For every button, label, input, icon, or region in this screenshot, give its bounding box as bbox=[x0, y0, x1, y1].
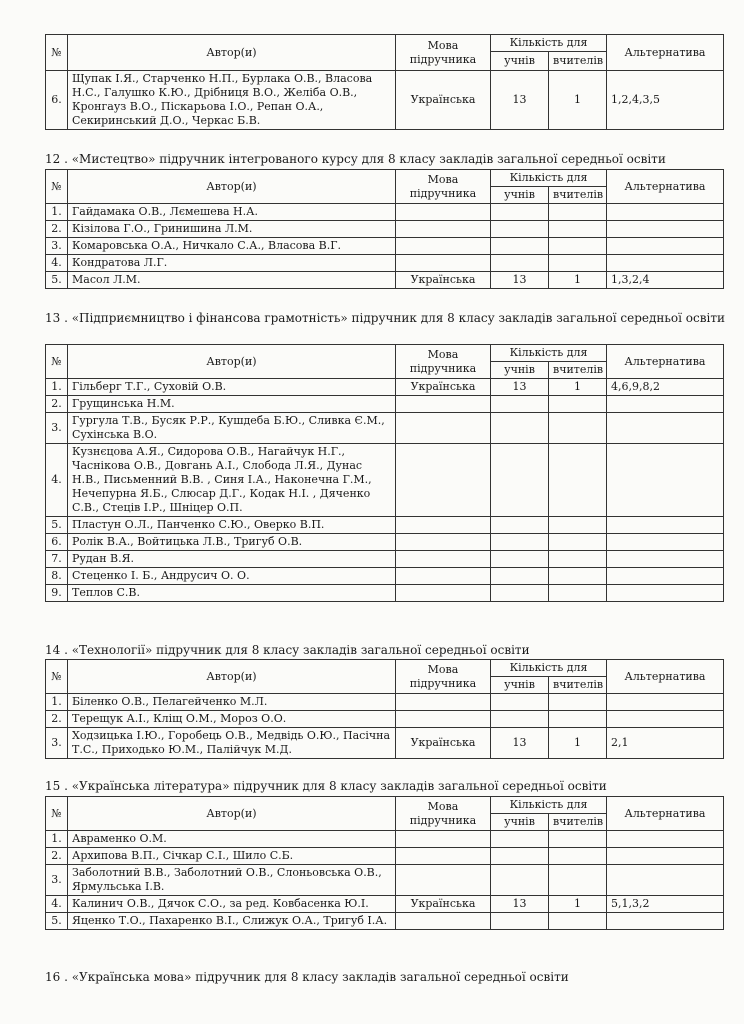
row-number: 2. bbox=[46, 848, 68, 865]
row-teachers-count: 1 bbox=[549, 272, 607, 289]
header-num: № bbox=[46, 35, 68, 71]
row-number: 5. bbox=[46, 913, 68, 930]
row-authors: Яценко Т.О., Пахаренко В.І., Слижук О.А., Тригуб І.А. bbox=[68, 913, 396, 930]
table-row bbox=[46, 413, 724, 444]
row-authors: Кізілова Г.О., Гринишина Л.М. bbox=[68, 221, 396, 238]
row-authors: Комаровська О.А., Ничкало С.А., Власова В.Г. bbox=[68, 238, 396, 255]
row-number: 2. bbox=[46, 711, 68, 728]
row-teachers-count: 1 bbox=[549, 728, 607, 759]
row-teachers-count: 1 bbox=[549, 71, 607, 130]
header-num: № bbox=[46, 170, 68, 204]
row-alternative: 1,3,2,4 bbox=[607, 272, 724, 289]
header-teachers: вчителів bbox=[549, 362, 607, 379]
row-teachers-count: 1 bbox=[549, 379, 607, 396]
row-number: 1. bbox=[46, 379, 68, 396]
row-alternative: 1,2,4,3,5 bbox=[607, 71, 724, 130]
header-qty: Кількість для bbox=[491, 797, 607, 814]
header-num: № bbox=[46, 660, 68, 694]
row-language bbox=[396, 848, 491, 865]
row-alternative bbox=[607, 255, 724, 272]
table-row bbox=[46, 517, 724, 534]
row-authors: Кузнєцова А.Я., Сидорова О.В., Нагайчук Н.Г., Часнікова О.В., Довгань А.І., Слобода Л.Я., Дунас Н.В., Письменний В.В. , Синя І.А., Наконечна Г.М., Нечепурна Я.Б., Слюсар Д.Г., Кодак Н.І. , Дяченко С.В., Стеців І.Р., Шніцер О.П. bbox=[68, 444, 396, 517]
row-alternative bbox=[607, 444, 724, 517]
row-authors: Стеценко І. Б., Андрусич О. О. bbox=[68, 568, 396, 585]
row-teachers-count bbox=[549, 568, 607, 585]
row-students-count bbox=[491, 204, 549, 221]
row-students-count bbox=[491, 444, 549, 517]
row-alternative bbox=[607, 221, 724, 238]
row-students-count bbox=[491, 711, 549, 728]
row-students-count bbox=[491, 238, 549, 255]
header-alt: Альтернатива bbox=[607, 797, 724, 831]
row-alternative bbox=[607, 238, 724, 255]
header-students: учнів bbox=[491, 362, 549, 379]
table-row bbox=[46, 396, 724, 413]
table-row bbox=[46, 831, 724, 848]
section-caption-12: 12 . «Мистецтво» підручник інтегрованого курсу для 8 класу закладів загальної середньої освіти bbox=[45, 152, 666, 166]
table-row bbox=[46, 272, 724, 289]
row-authors: Теплов С.В. bbox=[68, 585, 396, 602]
table-row bbox=[46, 238, 724, 255]
row-language bbox=[396, 551, 491, 568]
row-number: 4. bbox=[46, 255, 68, 272]
header-alt: Альтернатива bbox=[607, 660, 724, 694]
header-author: Автор(и) bbox=[68, 35, 396, 71]
row-teachers-count bbox=[549, 221, 607, 238]
row-alternative: 4,6,9,8,2 bbox=[607, 379, 724, 396]
header-qty: Кількість для bbox=[491, 660, 607, 677]
table-row bbox=[46, 711, 724, 728]
row-number: 7. bbox=[46, 551, 68, 568]
row-authors: Ходзицька І.Ю., Горобець О.В., Медвідь О.Ю., Пасічна Т.С., Приходько Ю.М., Палійчук М.Д. bbox=[68, 728, 396, 759]
row-authors: Грущинська Н.М. bbox=[68, 396, 396, 413]
row-alternative bbox=[607, 413, 724, 444]
row-authors: Архипова В.П., Січкар С.І., Шило С.Б. bbox=[68, 848, 396, 865]
row-students-count bbox=[491, 694, 549, 711]
row-teachers-count bbox=[549, 913, 607, 930]
row-language: Українська bbox=[396, 896, 491, 913]
row-teachers-count bbox=[549, 396, 607, 413]
row-language bbox=[396, 204, 491, 221]
header-author: Автор(и) bbox=[68, 797, 396, 831]
header-students: учнів bbox=[491, 814, 549, 831]
header-alt: Альтернатива bbox=[607, 345, 724, 379]
history-textbook-table bbox=[45, 34, 724, 130]
row-authors: Калинич О.В., Дячок С.О., за ред. Ковбасенка Ю.І. bbox=[68, 896, 396, 913]
row-teachers-count bbox=[549, 517, 607, 534]
row-language bbox=[396, 444, 491, 517]
row-language bbox=[396, 534, 491, 551]
row-number: 3. bbox=[46, 238, 68, 255]
row-teachers-count bbox=[549, 585, 607, 602]
row-students-count bbox=[491, 865, 549, 896]
row-number: 4. bbox=[46, 896, 68, 913]
row-language bbox=[396, 711, 491, 728]
row-students-count bbox=[491, 517, 549, 534]
header-lang: Мова підручника bbox=[396, 797, 491, 831]
row-number: 3. bbox=[46, 413, 68, 444]
row-authors: Авраменко О.М. bbox=[68, 831, 396, 848]
row-language bbox=[396, 238, 491, 255]
section-caption-15: 15 . «Українська література» підручник для 8 класу закладів загальної середньої освіти bbox=[45, 779, 607, 793]
row-authors: Гургула Т.В., Бусяк Р.Р., Кушдеба Б.Ю., Сливка Є.М., Сухінська В.О. bbox=[68, 413, 396, 444]
table-row bbox=[46, 255, 724, 272]
header-qty: Кількість для bbox=[491, 345, 607, 362]
table-row bbox=[46, 848, 724, 865]
row-number: 9. bbox=[46, 585, 68, 602]
header-alt: Альтернатива bbox=[607, 35, 724, 71]
row-language bbox=[396, 221, 491, 238]
table-row bbox=[46, 728, 724, 759]
row-authors: Гайдамака О.В., Лємешева Н.А. bbox=[68, 204, 396, 221]
row-students-count bbox=[491, 585, 549, 602]
header-num: № bbox=[46, 345, 68, 379]
row-authors: Масол Л.М. bbox=[68, 272, 396, 289]
section-caption-13: 13 . «Підприємництво і фінансова грамотність» підручник для 8 класу закладів загальної середньої освіти bbox=[45, 311, 725, 325]
row-students-count bbox=[491, 848, 549, 865]
row-teachers-count bbox=[549, 711, 607, 728]
row-language bbox=[396, 568, 491, 585]
header-num: № bbox=[46, 797, 68, 831]
row-alternative bbox=[607, 848, 724, 865]
row-students-count bbox=[491, 551, 549, 568]
row-authors: Гільберг Т.Г., Суховій О.В. bbox=[68, 379, 396, 396]
row-teachers-count bbox=[549, 534, 607, 551]
row-authors: Заболотний В.В., Заболотний О.В., Слоньовська О.В., Ярмульська І.В. bbox=[68, 865, 396, 896]
technology-textbook-table bbox=[45, 659, 724, 759]
row-alternative bbox=[607, 204, 724, 221]
header-teachers: вчителів bbox=[549, 52, 607, 71]
row-authors: Ролік В.А., Войтицька Л.В., Тригуб О.В. bbox=[68, 534, 396, 551]
table-row bbox=[46, 534, 724, 551]
row-teachers-count bbox=[549, 413, 607, 444]
row-teachers-count bbox=[549, 848, 607, 865]
row-teachers-count bbox=[549, 444, 607, 517]
row-students-count: 13 bbox=[491, 272, 549, 289]
row-authors: Рудан В.Я. bbox=[68, 551, 396, 568]
row-teachers-count bbox=[549, 255, 607, 272]
row-authors: Щупак І.Я., Старченко Н.П., Бурлака О.В., Власова Н.С., Галушко К.Ю., Дрібниця В.О., Желіба О.В., Кронгауз В.О., Піскарьова І.О., Репан О.А., Секиринський Д.О., Черкас Б.В. bbox=[68, 71, 396, 130]
header-lang: Мова підручника bbox=[396, 35, 491, 71]
row-students-count: 13 bbox=[491, 896, 549, 913]
row-number: 3. bbox=[46, 865, 68, 896]
row-number: 6. bbox=[46, 534, 68, 551]
table-row bbox=[46, 204, 724, 221]
row-teachers-count: 1 bbox=[549, 896, 607, 913]
table-row bbox=[46, 71, 724, 130]
row-students-count bbox=[491, 568, 549, 585]
table-row bbox=[46, 865, 724, 896]
header-author: Автор(и) bbox=[68, 170, 396, 204]
row-alternative: 5,1,3,2 bbox=[607, 896, 724, 913]
row-language bbox=[396, 413, 491, 444]
row-language bbox=[396, 585, 491, 602]
header-lang: Мова підручника bbox=[396, 660, 491, 694]
table-row bbox=[46, 379, 724, 396]
header-author: Автор(и) bbox=[68, 660, 396, 694]
row-language: Українська bbox=[396, 379, 491, 396]
row-number: 4. bbox=[46, 444, 68, 517]
table-row bbox=[46, 568, 724, 585]
header-qty: Кількість для bbox=[491, 170, 607, 187]
row-number: 2. bbox=[46, 396, 68, 413]
row-language bbox=[396, 865, 491, 896]
row-alternative bbox=[607, 694, 724, 711]
row-number: 2. bbox=[46, 221, 68, 238]
header-lang: Мова підручника bbox=[396, 170, 491, 204]
row-students-count bbox=[491, 913, 549, 930]
row-students-count bbox=[491, 221, 549, 238]
row-alternative: 2,1 bbox=[607, 728, 724, 759]
row-language bbox=[396, 913, 491, 930]
row-language bbox=[396, 396, 491, 413]
row-alternative bbox=[607, 913, 724, 930]
row-alternative bbox=[607, 568, 724, 585]
entrepreneurship-textbook-table bbox=[45, 344, 724, 602]
header-author: Автор(и) bbox=[68, 345, 396, 379]
row-alternative bbox=[607, 396, 724, 413]
header-qty: Кількість для bbox=[491, 35, 607, 52]
row-students-count: 13 bbox=[491, 71, 549, 130]
header-students: учнів bbox=[491, 677, 549, 694]
table-row bbox=[46, 913, 724, 930]
row-language bbox=[396, 694, 491, 711]
header-students: учнів bbox=[491, 52, 549, 71]
row-teachers-count bbox=[549, 694, 607, 711]
row-language bbox=[396, 831, 491, 848]
row-language bbox=[396, 517, 491, 534]
row-alternative bbox=[607, 711, 724, 728]
header-teachers: вчителів bbox=[549, 814, 607, 831]
table-row bbox=[46, 896, 724, 913]
row-alternative bbox=[607, 517, 724, 534]
row-students-count: 13 bbox=[491, 728, 549, 759]
row-authors: Пластун О.Л., Панченко С.Ю., Оверко В.П. bbox=[68, 517, 396, 534]
row-number: 5. bbox=[46, 517, 68, 534]
row-alternative bbox=[607, 534, 724, 551]
row-teachers-count bbox=[549, 238, 607, 255]
row-teachers-count bbox=[549, 204, 607, 221]
row-alternative bbox=[607, 831, 724, 848]
header-alt: Альтернатива bbox=[607, 170, 724, 204]
table-row bbox=[46, 585, 724, 602]
table-row bbox=[46, 694, 724, 711]
table-row bbox=[46, 221, 724, 238]
table-row bbox=[46, 444, 724, 517]
row-number: 1. bbox=[46, 831, 68, 848]
row-students-count bbox=[491, 413, 549, 444]
row-number: 1. bbox=[46, 694, 68, 711]
row-authors: Кондратова Л.Г. bbox=[68, 255, 396, 272]
row-language bbox=[396, 255, 491, 272]
header-lang: Мова підручника bbox=[396, 345, 491, 379]
header-teachers: вчителів bbox=[549, 187, 607, 204]
row-authors: Терещук А.І., Кліщ О.М., Мороз О.О. bbox=[68, 711, 396, 728]
header-teachers: вчителів bbox=[549, 677, 607, 694]
section-caption-16: 16 . «Українська мова» підручник для 8 класу закладів загальної середньої освіти bbox=[45, 970, 569, 984]
header-students: учнів bbox=[491, 187, 549, 204]
row-students-count bbox=[491, 255, 549, 272]
row-alternative bbox=[607, 551, 724, 568]
row-teachers-count bbox=[549, 831, 607, 848]
row-number: 1. bbox=[46, 204, 68, 221]
row-students-count bbox=[491, 831, 549, 848]
row-students-count bbox=[491, 396, 549, 413]
row-alternative bbox=[607, 585, 724, 602]
row-number: 6. bbox=[46, 71, 68, 130]
row-number: 5. bbox=[46, 272, 68, 289]
row-number: 8. bbox=[46, 568, 68, 585]
row-teachers-count bbox=[549, 551, 607, 568]
ukrainian-literature-textbook-table bbox=[45, 796, 724, 930]
table-row bbox=[46, 551, 724, 568]
row-language: Українська bbox=[396, 272, 491, 289]
section-caption-14: 14 . «Технології» підручник для 8 класу закладів загальної середньої освіти bbox=[45, 643, 530, 657]
row-students-count: 13 bbox=[491, 379, 549, 396]
row-language: Українська bbox=[396, 728, 491, 759]
row-students-count bbox=[491, 534, 549, 551]
row-number: 3. bbox=[46, 728, 68, 759]
row-alternative bbox=[607, 865, 724, 896]
row-language: Українська bbox=[396, 71, 491, 130]
art-textbook-table bbox=[45, 169, 724, 289]
row-authors: Біленко О.В., Пелагейченко М.Л. bbox=[68, 694, 396, 711]
row-teachers-count bbox=[549, 865, 607, 896]
